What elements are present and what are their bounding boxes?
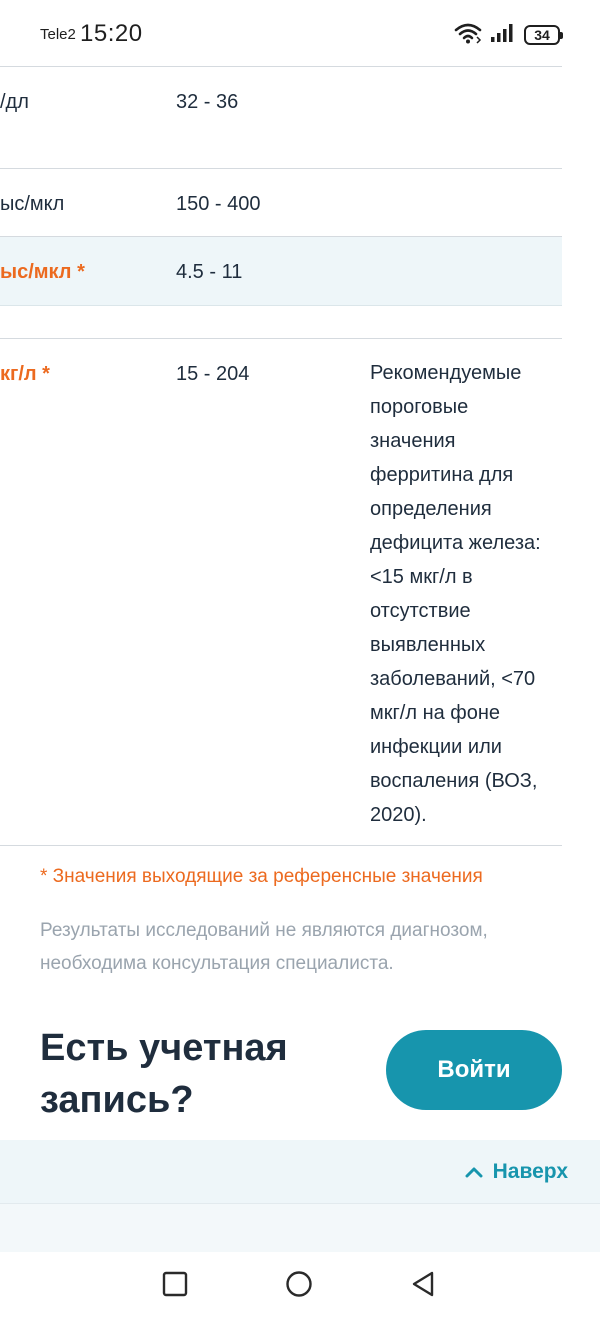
scroll-to-top-link[interactable] <box>465 1160 568 1184</box>
back-triangle-icon <box>410 1270 436 1303</box>
scroll-to-top-label: Наверх <box>492 1160 568 1183</box>
table-row <box>0 66 562 168</box>
login-button[interactable]: Войти <box>386 1030 562 1110</box>
footer-lower <box>0 1204 600 1252</box>
disclaimer-text: Результаты исследований не являются диагнозом, необходима консультация специалиста. <box>40 920 488 974</box>
recent-apps-button[interactable] <box>157 1268 193 1304</box>
battery-icon: 34 <box>524 25 560 45</box>
system-nav-bar <box>0 1252 600 1318</box>
chevron-up-icon <box>465 1160 483 1184</box>
home-button[interactable] <box>281 1268 317 1304</box>
wifi-icon <box>454 22 482 49</box>
circle-icon <box>285 1270 313 1303</box>
square-icon <box>162 1271 188 1302</box>
row-spacer <box>0 305 562 340</box>
account-prompt-title: Есть учетная запись? <box>40 1027 288 1121</box>
table-cell-note: Рекомендуемые пороговые значения ферритина для определения дефицита железа: <15 мкг/л в отсутствие выявленных заболеваний, <70 мкг/л на фоне инфекции или воспаления (ВОЗ, 2020). <box>370 362 541 826</box>
table-cell-unit: /дл <box>0 91 29 113</box>
table-cell-range: 15 - 204 <box>176 363 250 385</box>
table-cell-unit: ыс/мкл * <box>0 261 85 283</box>
table-cell-range: 32 - 36 <box>176 91 239 113</box>
table-row <box>0 338 562 846</box>
table-row <box>0 168 562 236</box>
status-clock: 15:20 <box>80 20 143 47</box>
back-button[interactable] <box>405 1268 441 1304</box>
out-of-range-legend: * Значения выходящие за референсные значения <box>40 866 483 887</box>
table-row <box>0 236 562 338</box>
status-bar <box>0 0 600 66</box>
table-cell-range: 150 - 400 <box>176 193 261 215</box>
status-icons <box>454 22 560 48</box>
table-cell-unit: кг/л * <box>0 363 50 385</box>
table-cell-unit: ыс/мкл <box>0 193 65 215</box>
table-cell-range: 4.5 - 11 <box>176 261 243 283</box>
carrier-name: Tele2 <box>40 26 76 43</box>
signal-icon <box>490 23 516 48</box>
